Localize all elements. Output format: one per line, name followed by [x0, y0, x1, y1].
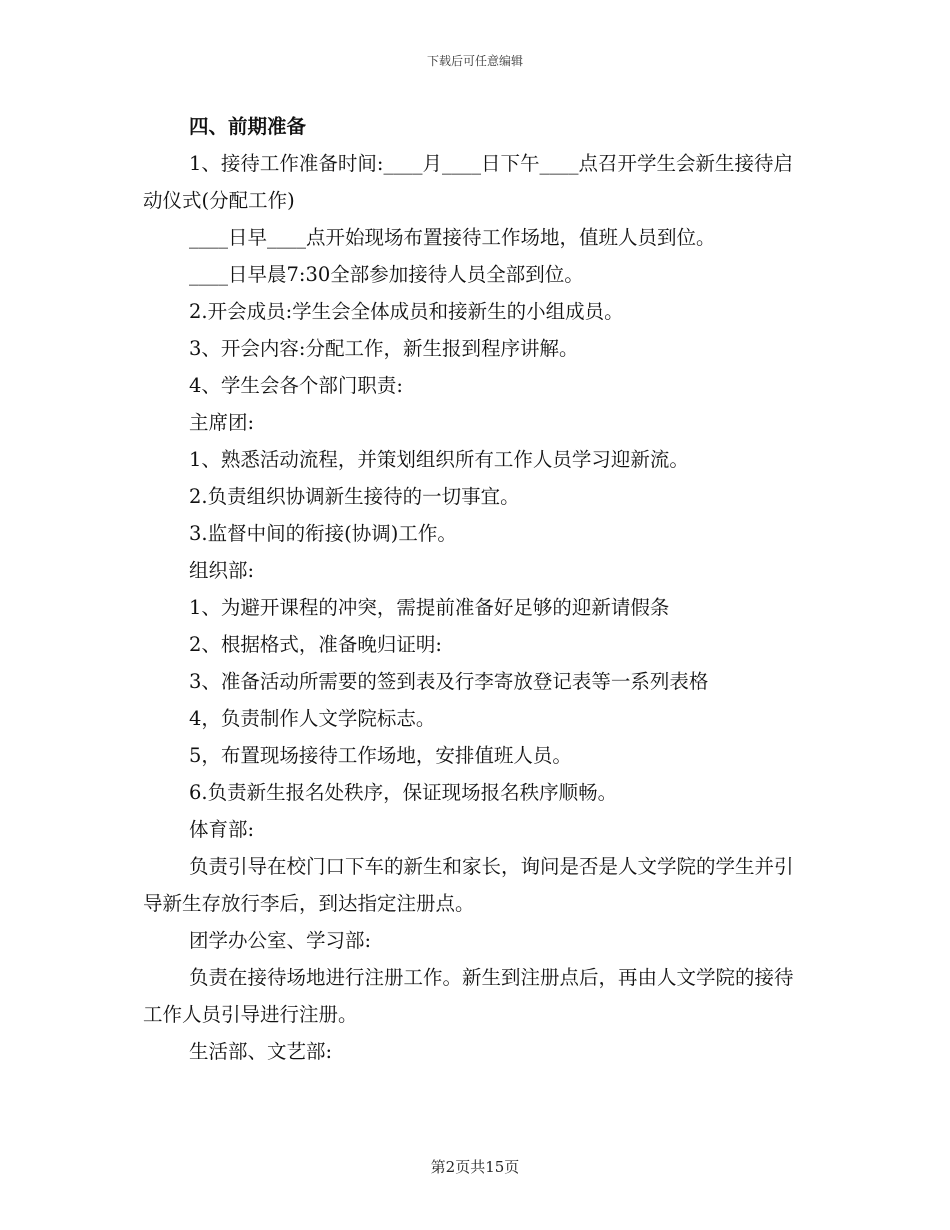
paragraph: 体育部:	[189, 818, 255, 841]
paragraph: 4、学生会各个部门职责:	[189, 374, 403, 397]
paragraph: 4，负责制作人文学院标志。	[189, 707, 436, 730]
page-footer: 第2页共15页	[430, 1158, 520, 1176]
paragraph: 2、根据格式，准备晚归证明:	[189, 633, 442, 656]
paragraph: 6.负责新生报名处秩序，保证现场报名秩序顺畅。	[189, 781, 618, 804]
page-header: 下载后可任意编辑	[426, 54, 523, 68]
paragraph: 2.开会成员:学生会全体成员和接新生的小组成员。	[189, 300, 624, 323]
paragraph: 负责在接待场地进行注册工作。新生到注册点后，再由人文学院的接待工作人员引导进行注册。	[143, 966, 794, 1026]
paragraph: 团学办公室、学习部:	[189, 929, 372, 952]
paragraph: 3、准备活动所需要的签到表及行李寄放登记表等一系列表格	[189, 670, 709, 693]
paragraph: 5，布置现场接待工作场地，安排值班人员。	[189, 744, 572, 767]
paragraph: 生活部、文艺部:	[189, 1040, 333, 1063]
section-heading: 四、前期准备	[189, 115, 307, 138]
paragraph: 1、为避开课程的冲突，需提前准备好足够的迎新请假条	[189, 596, 670, 619]
paragraph: 1、熟悉活动流程，并策划组织所有工作人员学习迎新流。	[189, 448, 689, 471]
paragraph: 主席团:	[189, 411, 255, 434]
paragraph: ____日早____点开始现场布置接待工作场地，值班人员到位。	[189, 226, 716, 249]
paragraph: 1、接待工作准备时间:____月____日下午____点召开学生会新生接待启动仪式(分配工作)	[143, 152, 793, 212]
paragraph: 2.负责组织协调新生接待的一切事宜。	[189, 485, 520, 508]
paragraph: 3、开会内容:分配工作，新生报到程序讲解。	[189, 337, 579, 360]
paragraph: 负责引导在校门口下车的新生和家长，询问是否是人文学院的学生并引导新生存放行李后，到达指定注册点。	[143, 855, 794, 915]
paragraph: ____日早晨7:30全部参加接待人员全部到位。	[189, 263, 584, 286]
paragraph: 3.监督中间的衔接(协调)工作。	[189, 522, 457, 545]
document-body	[143, 108, 803, 1070]
paragraph: 组织部:	[189, 559, 255, 582]
